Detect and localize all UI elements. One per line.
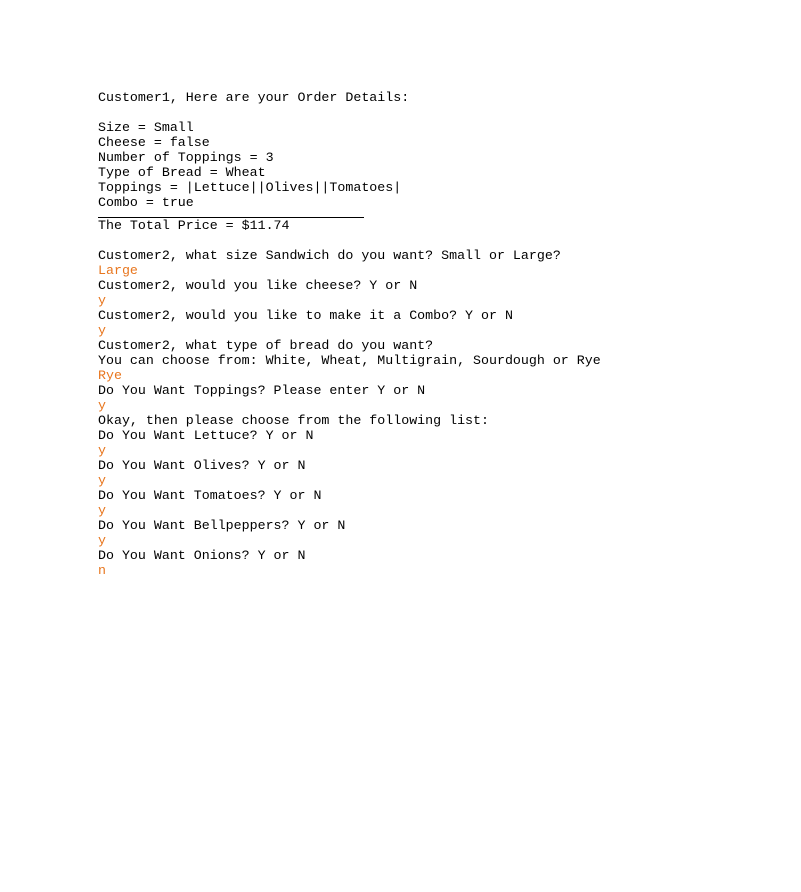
lettuce-input[interactable]: y — [98, 443, 106, 458]
onions-input[interactable]: n — [98, 563, 106, 578]
bellpeppers-prompt: Do You Want Bellpeppers? Y or N — [98, 518, 346, 533]
combo-input[interactable]: y — [98, 323, 106, 338]
bread-input[interactable]: Rye — [98, 368, 122, 383]
size-input[interactable]: Large — [98, 263, 138, 278]
cheese-input[interactable]: y — [98, 293, 106, 308]
order-combo: Combo = true — [98, 195, 194, 210]
tomatoes-prompt: Do You Want Tomatoes? Y or N — [98, 488, 322, 503]
order-cheese: Cheese = false — [98, 135, 210, 150]
toppings-list-intro: Okay, then please choose from the following list: — [98, 413, 489, 428]
bread-prompt: Customer2, what type of bread do you want? — [98, 338, 434, 353]
toppings-input[interactable]: y — [98, 398, 106, 413]
blank-line — [98, 105, 788, 120]
olives-prompt: Do You Want Olives? Y or N — [98, 458, 306, 473]
bread-options: You can choose from: White, Wheat, Multigrain, Sourdough or Rye — [98, 353, 601, 368]
olives-input[interactable]: y — [98, 473, 106, 488]
bellpeppers-input[interactable]: y — [98, 533, 106, 548]
console-output — [98, 90, 788, 578]
order-bread-type: Type of Bread = Wheat — [98, 165, 266, 180]
order-size: Size = Small — [98, 120, 194, 135]
combo-prompt: Customer2, would you like to make it a Combo? Y or N — [98, 308, 513, 323]
order-total-price: The Total Price = $11.74 — [98, 218, 290, 233]
lettuce-prompt: Do You Want Lettuce? Y or N — [98, 428, 314, 443]
order-details-header: Customer1, Here are your Order Details: — [98, 90, 410, 105]
blank-line — [98, 233, 788, 248]
size-prompt: Customer2, what size Sandwich do you want? Small or Large? — [98, 248, 561, 263]
cheese-prompt: Customer2, would you like cheese? Y or N — [98, 278, 418, 293]
order-toppings: Toppings = |Lettuce||Olives||Tomatoes| — [98, 180, 402, 195]
tomatoes-input[interactable]: y — [98, 503, 106, 518]
onions-prompt: Do You Want Onions? Y or N — [98, 548, 306, 563]
toppings-prompt: Do You Want Toppings? Please enter Y or N — [98, 383, 426, 398]
order-number-of-toppings: Number of Toppings = 3 — [98, 150, 274, 165]
